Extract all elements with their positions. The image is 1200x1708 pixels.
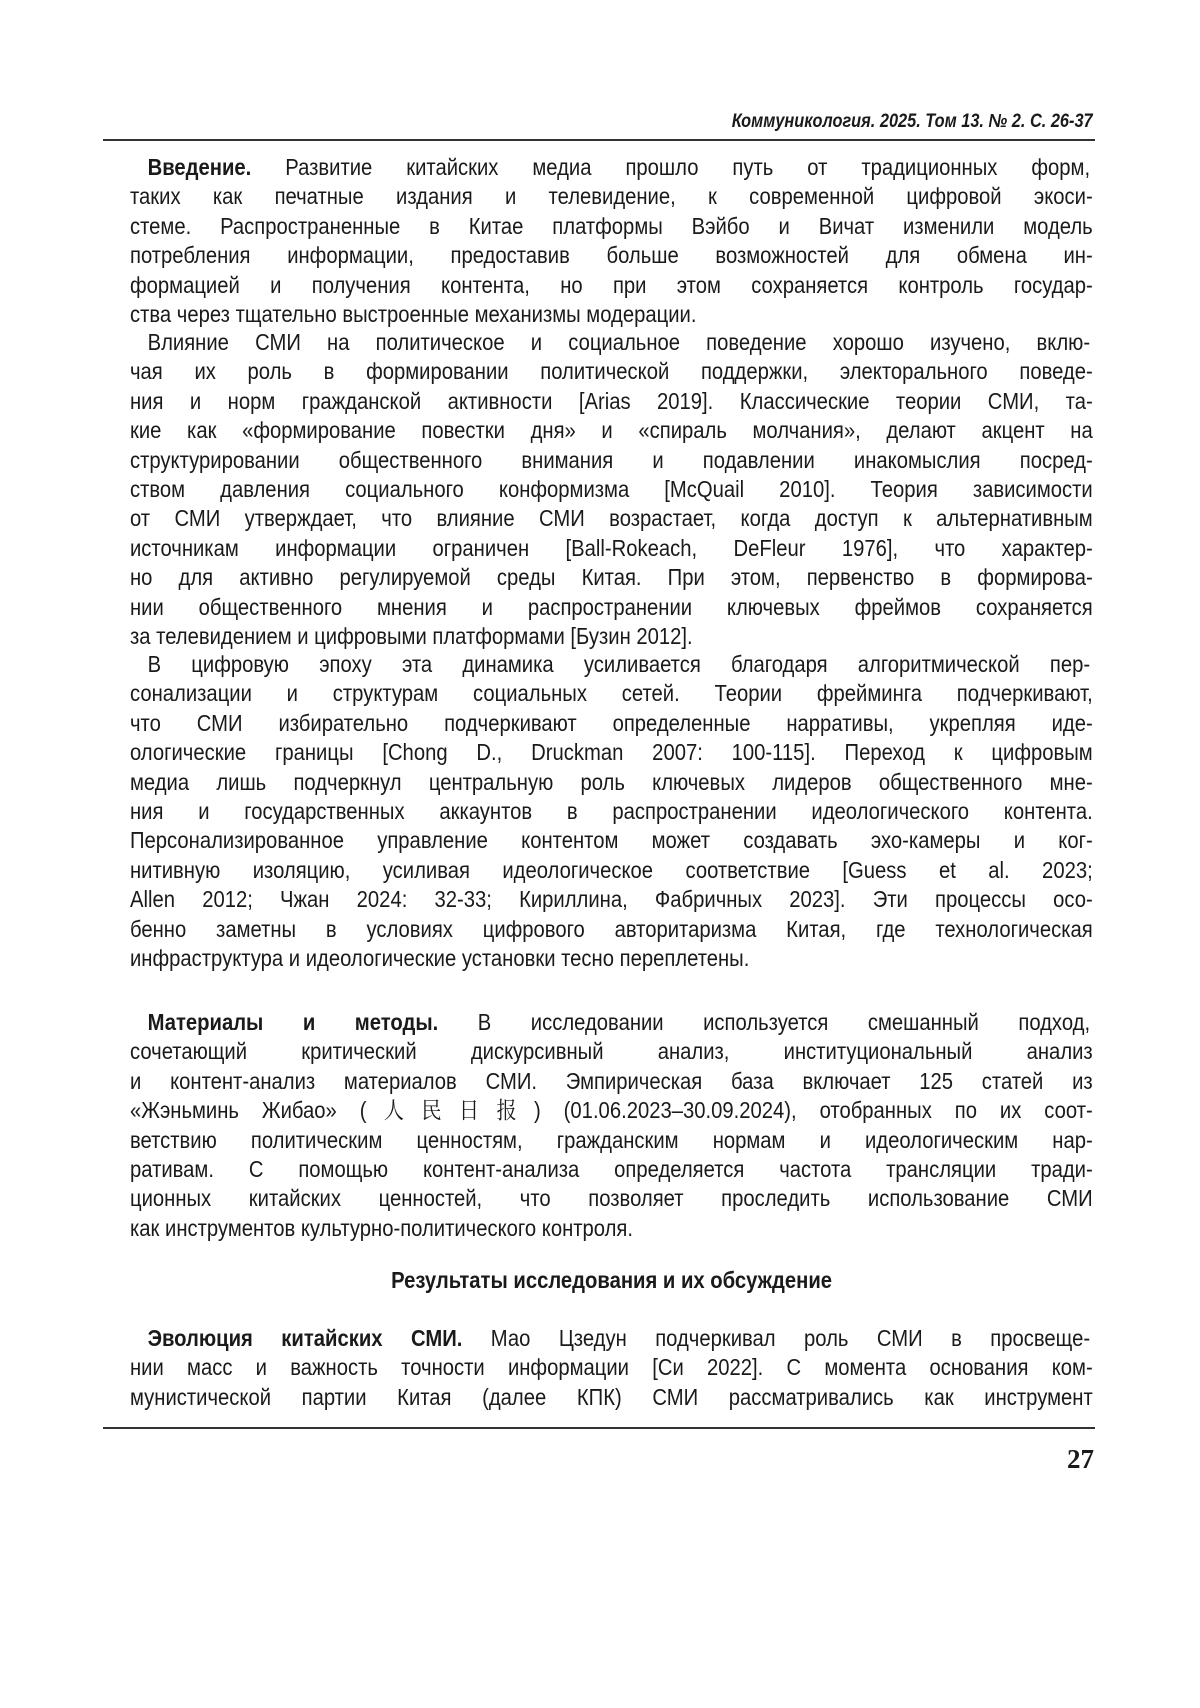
text-line — [130, 271, 1093, 300]
text-line — [130, 387, 1093, 416]
line-text: формацией и получения контента, но при этом сохраняется контроль государ- — [130, 271, 1093, 298]
line-text: ционных китайских ценностей, что позволяет проследить использование СМИ — [130, 1185, 1093, 1212]
line-text: В цифровую эпоху эта динамика усиливается благодаря алгоритмической пер- — [147, 651, 1091, 677]
line-text: ния и норм гражданской активности [Arias 2019]. Классические теории СМИ, та- — [130, 387, 1093, 414]
text-line — [130, 593, 1093, 622]
text-line — [130, 241, 1093, 270]
paragraph-media-influence — [130, 328, 1093, 651]
text-line — [130, 1324, 1090, 1353]
text-line — [130, 328, 1090, 357]
line-text: ства через тщательно выстроенные механизмы модерации. — [130, 300, 697, 327]
line-text: ологические границы [Chong D., Druckman 2007: 100-115]. Переход к цифровым — [130, 739, 1093, 766]
text-line — [130, 768, 1093, 797]
section-heading-text: Результаты исследования и их обсуждение — [391, 1267, 832, 1293]
header-rule — [103, 139, 1095, 141]
text-line — [130, 885, 1093, 914]
paragraph-lead: Материалы и методы. — [147, 1009, 439, 1035]
line-text: ветствию политическим ценностям, гражданским нормам и идеологическим нар- — [130, 1126, 1093, 1153]
paragraph-evolution — [130, 1324, 1093, 1412]
text-line — [130, 856, 1093, 885]
text-line — [130, 212, 1093, 241]
line-text: источникам информации ограничен [Ball-Rokeach, DeFleur 1976], что характер- — [130, 534, 1093, 561]
text-line — [130, 1126, 1093, 1155]
paragraph-introduction — [130, 153, 1093, 329]
line-text: ством давления социального конформизма [McQuail 2010]. Теория зависимости — [130, 475, 1093, 502]
text-line — [130, 679, 1093, 708]
line-text: мунистической партии Китая (далее КПК) СМИ рассматривались как инструмент — [130, 1383, 1093, 1410]
page-number: 27 — [1067, 1444, 1094, 1474]
text-line — [130, 534, 1093, 563]
text-line — [130, 475, 1093, 504]
text-line — [130, 416, 1093, 445]
text-line — [130, 1067, 1093, 1096]
text-line — [130, 709, 1093, 738]
line-text: от СМИ утверждает, что влияние СМИ возрастает, когда доступ к альтернативным — [130, 505, 1093, 532]
text-line — [130, 1008, 1090, 1037]
text-line — [130, 446, 1093, 475]
text-line — [130, 915, 1093, 944]
line-text: Мао Цзедун подчеркивал роль СМИ в просвеще- — [462, 1325, 1091, 1351]
text-line — [130, 563, 1093, 592]
line-text: Развитие китайских медиа прошло путь от традиционных форм, — [251, 154, 1091, 180]
paragraph-lead: Эволюция китайских СМИ. — [147, 1325, 463, 1351]
text-line — [130, 797, 1093, 826]
line-text: ния и государственных аккаунтов в распространении идеологического контента. — [130, 797, 1093, 824]
line-text: за телевидением и цифровыми платформами [Бузин 2012]. — [130, 622, 693, 649]
line-text: таких как печатные издания и телевидение, к современной цифровой экоси- — [130, 183, 1093, 210]
line-text: но для активно регулируемой среды Китая. При этом, первенство в формирова- — [130, 564, 1093, 591]
line-text: чая их роль в формировании политической поддержки, электорального поведе- — [130, 358, 1093, 385]
line-text: нитивную изоляцию, усиливая идеологическое соответствие [Guess et al. 2023; — [130, 856, 1093, 883]
section-heading — [130, 1266, 1093, 1295]
paragraph-digital-era — [130, 650, 1093, 973]
line-text: «Жэньминь Жибао» (人民日报) (01.06.2023–30.09.2024), отобранных по их соот- — [130, 1097, 1093, 1124]
line-text: бенно заметны в условиях цифрового авторитаризма Китая, где технологическая — [130, 915, 1093, 942]
text-line — [130, 1214, 1093, 1243]
line-text: и контент-анализ материалов СМИ. Эмпирическая база включает 125 статей из — [130, 1067, 1093, 1094]
text-line — [130, 1037, 1093, 1066]
line-text: Влияние СМИ на политическое и социальное поведение хорошо изучено, вклю- — [147, 329, 1091, 355]
text-line — [130, 1383, 1093, 1412]
text-line — [130, 504, 1093, 533]
line-text: стеме. Распространенные в Китае платформы Вэйбо и Вичат изменили модель — [130, 212, 1093, 239]
text-line — [130, 826, 1093, 855]
text-line — [130, 1353, 1093, 1382]
footer-rule — [103, 1427, 1095, 1429]
line-text: нии общественного мнения и распространении ключевых фреймов сохраняется — [130, 593, 1093, 620]
text-line — [130, 182, 1093, 211]
paragraph-lead: Введение. — [147, 154, 252, 180]
text-line — [130, 300, 1093, 329]
line-text: сочетающий критический дискурсивный анализ, институциональный анализ — [130, 1038, 1093, 1065]
line-text: кие как «формирование повестки дня» и «спираль молчания», делают акцент на — [130, 417, 1093, 444]
line-text: структурировании общественного внимания и подавлении инакомыслия посред- — [130, 446, 1093, 473]
line-text: инфраструктура и идеологические установки тесно переплетены. — [130, 944, 750, 971]
line-text: потребления информации, предоставив больше возможностей для обмена ин- — [130, 242, 1093, 269]
text-line — [130, 622, 1093, 651]
line-text: как инструментов культурно-политического контроля. — [130, 1214, 634, 1241]
running-head: Коммуникология. 2025. Том 13. № 2. С. 26-37 — [732, 111, 1093, 132]
line-text: нии масс и важность точности информации [Си 2022]. С момента основания ком- — [130, 1354, 1093, 1381]
text-line — [130, 944, 1093, 973]
text-line — [130, 738, 1093, 767]
text-line — [130, 1184, 1093, 1213]
paragraph-materials-methods — [130, 1008, 1093, 1243]
line-text: сонализации и структурам социальных сетей. Теории фрейминга подчеркивают, — [130, 680, 1093, 707]
line-text: медиа лишь подчеркнул центральную роль ключевых лидеров общественного мне- — [130, 768, 1093, 795]
line-text: ративам. С помощью контент-анализа определяется частота трансляции тради- — [130, 1155, 1093, 1182]
text-line — [130, 650, 1090, 679]
line-text: Персонализированное управление контентом может создавать эхо-камеры и ког- — [130, 827, 1093, 854]
text-line — [130, 357, 1093, 386]
line-text: Allen 2012; Чжан 2024: 32-33; Кириллина, Фабричных 2023]. Эти процессы осо- — [130, 886, 1093, 913]
text-line — [130, 153, 1090, 182]
text-line — [130, 1155, 1093, 1184]
line-text: В исследовании используется смешанный подход, — [438, 1009, 1091, 1035]
text-line — [130, 1096, 1093, 1125]
line-text: что СМИ избирательно подчеркивают определенные нарративы, укрепляя иде- — [130, 709, 1093, 736]
